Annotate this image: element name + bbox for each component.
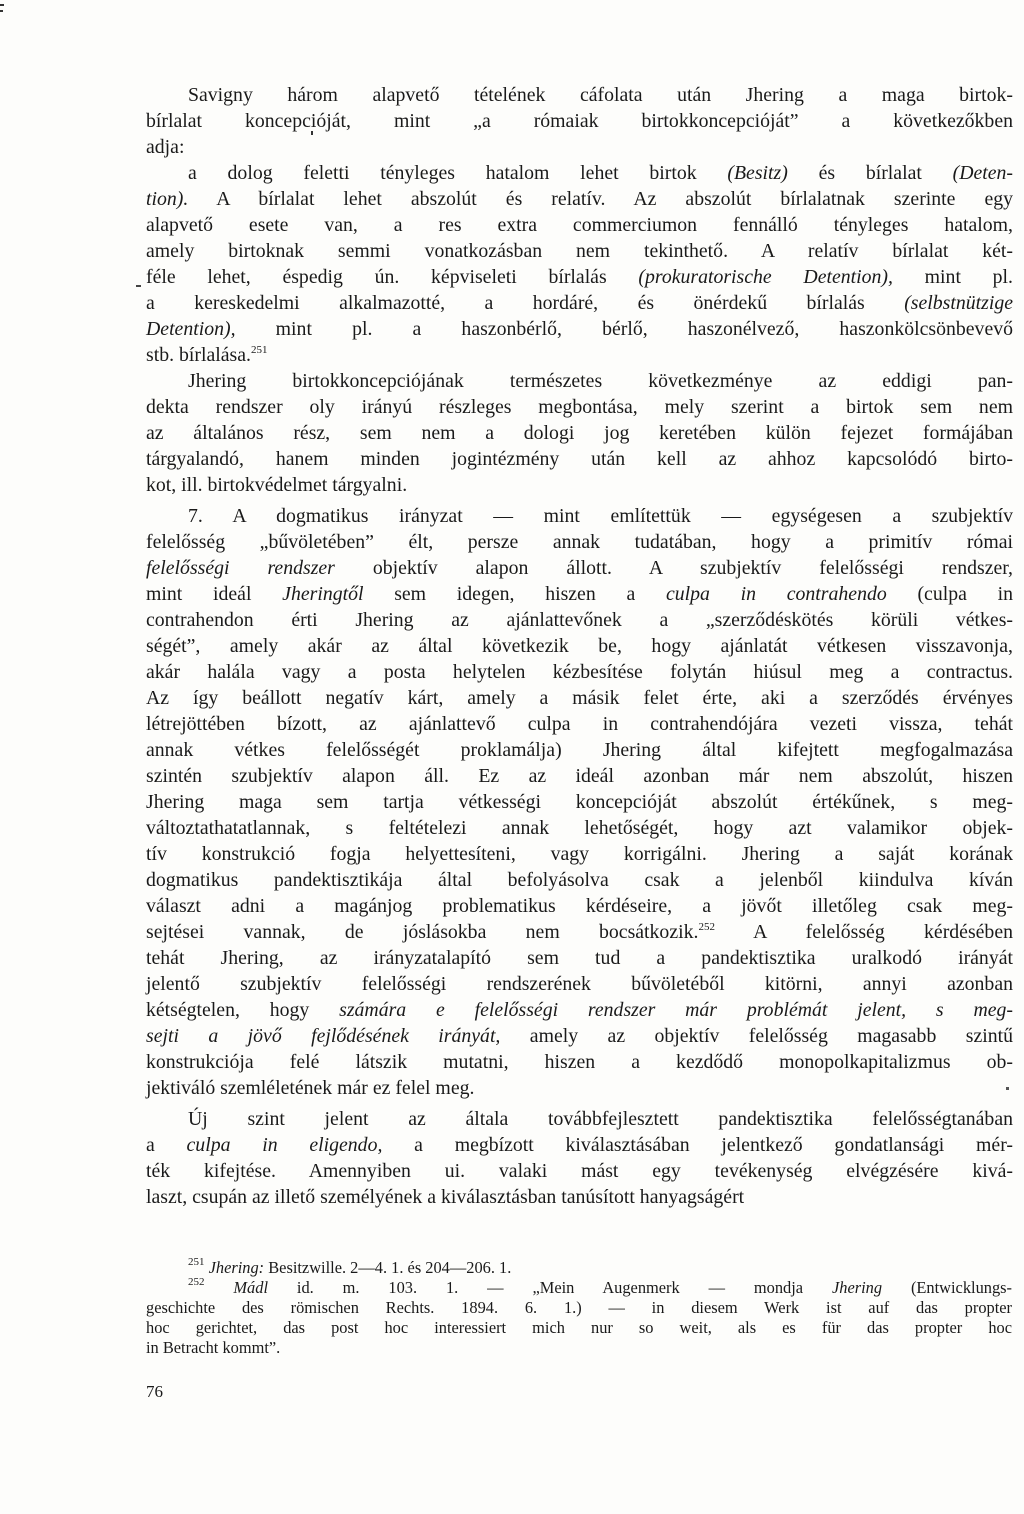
text-run: Besitzwille. 2—4. 1. és 204—206. 1. bbox=[264, 1258, 512, 1277]
footnote bbox=[146, 1278, 1016, 1358]
text-line bbox=[146, 607, 1013, 633]
text-run: Jhering maga sem tartja vétkességi koncepcióját abszolút értékűnek, s meg- bbox=[146, 791, 1013, 813]
footnote-line bbox=[146, 1258, 1012, 1278]
text-line bbox=[146, 841, 1013, 867]
text-run: (Entwicklungs- bbox=[882, 1278, 1013, 1297]
italic-run: culpa in contrahendo bbox=[665, 583, 887, 605]
text-run: a dolog feletti tényleges hatalom lehet birtok bbox=[188, 162, 728, 184]
italic-run: culpa in eligendo, bbox=[186, 1134, 383, 1156]
text-line bbox=[146, 1132, 1013, 1158]
text-run: adja: bbox=[146, 136, 185, 158]
italic-run: tion). bbox=[146, 188, 189, 210]
text-line bbox=[146, 893, 1013, 919]
text-run: tív konstrukció fogja helyettesíteni, vagy korrigálni. Jhering a saját korának bbox=[146, 843, 1013, 865]
text-run: a megbízott kiválasztásában jelentkező gondatlansági mér- bbox=[382, 1134, 1013, 1156]
text-line bbox=[146, 919, 1013, 945]
text-line bbox=[146, 763, 1013, 789]
text-run: létrejöttében bízott, az ajánlattevő culpa in contrahendójára vezeti vissza, tehát bbox=[146, 713, 1013, 735]
text-line bbox=[146, 290, 1013, 316]
italic-run: sejti a jövő fejlődésének irányát, bbox=[146, 1025, 501, 1047]
text-run: Új szint jelent az általa továbbfejlesztett pandektisztika felelősségtanában bbox=[188, 1108, 1013, 1130]
text-run: id. m. 103. 1. — „Mein Augenmerk — mondja bbox=[268, 1278, 832, 1297]
text-run: sem idegen, hiszen a bbox=[363, 583, 666, 605]
text-line bbox=[146, 472, 1013, 498]
text-run: az általános rész, sem nem a dologi jog keretében külön fejezet formájában bbox=[146, 422, 1013, 444]
text-run: stb. bírlalása. bbox=[146, 344, 251, 366]
text-run: dekta rendszer oly irányú részleges megbontása, mely szerint a birtok sem nem bbox=[146, 396, 1013, 418]
footnote bbox=[146, 1258, 1016, 1278]
text-line bbox=[146, 316, 1013, 342]
text-run: konstrukciója felé látszik mutatni, hiszen a kezdődő monopolkapitalizmus ob- bbox=[146, 1051, 1013, 1073]
text-line bbox=[146, 945, 1013, 971]
italic-run: Jhering: bbox=[208, 1258, 265, 1277]
text-run: akár halála vagy a posta helytelen kézbesítése folytán hiúsul meg a contractus. bbox=[146, 661, 1013, 683]
italic-run: (Besitz) bbox=[727, 162, 788, 184]
text-run: mint pl. a haszonbérlő, bérlő, haszonélvező, haszonkölcsönbevevő bbox=[235, 318, 1013, 340]
paragraph bbox=[146, 82, 1024, 160]
text-line bbox=[146, 659, 1013, 685]
text-run: Az így beállott negatív kárt, amely a másik felet érte, aki a szerződés érvényes bbox=[146, 687, 1013, 709]
text-run: amely az objektív felelősség magasabb szintű bbox=[500, 1025, 1013, 1047]
text-line bbox=[146, 685, 1013, 711]
text-run: féle lehet, éspedig ún. képviseleti bírlalás bbox=[146, 266, 639, 288]
footnotes bbox=[146, 1258, 1016, 1358]
footnote-ref: 252 bbox=[698, 921, 715, 933]
text-line bbox=[146, 368, 1013, 394]
text-run: változtathatatlannak, s feltételezi annak lehetőségét, hogy azt valamikor objek- bbox=[146, 817, 1013, 839]
italic-run: (selbstnützige bbox=[904, 292, 1013, 314]
text-run: objektív alapon állott. A szubjektív felelősségi rendszer, bbox=[334, 557, 1013, 579]
text-line bbox=[146, 555, 1013, 581]
paragraph bbox=[146, 1106, 1024, 1210]
text-run: A felelősség kérdésében bbox=[714, 921, 1013, 943]
body-text bbox=[146, 82, 1024, 1210]
text-run: választ adni a magánjog problematikus kérdéseire, a jövőt illetőleg csak meg- bbox=[146, 895, 1013, 917]
text-run: in Betracht kommt”. bbox=[146, 1338, 281, 1357]
italic-run: számára e felelősségi rendszer már problémát jelent, s meg- bbox=[339, 999, 1013, 1021]
italic-run: Jheringtől bbox=[282, 583, 364, 605]
text-line bbox=[146, 737, 1013, 763]
text-run: alapvető esete van, a res extra commerciumon fennálló tényleges hatalom, bbox=[146, 214, 1013, 236]
text-line bbox=[146, 420, 1013, 446]
text-run: felelősség „bűvöletében” élt, persze annak tudatában, hogy a primitív római bbox=[146, 531, 1013, 553]
page-number: 76 bbox=[146, 1382, 163, 1401]
text-run: A bírlalat lehet abszolút és relatív. Az abszolút bírlalatnak szerinte egy bbox=[188, 188, 1013, 210]
italic-run: (Deten- bbox=[952, 162, 1014, 184]
text-run: annak vétkes felelősségét proklamálja) Jhering által kifejtett megfogalmazása bbox=[146, 739, 1013, 761]
text-line bbox=[146, 815, 1013, 841]
text-run: 7. A dogmatikus irányzat — mint említettük — egységesen a szubjektív bbox=[188, 505, 1013, 527]
text-line bbox=[146, 108, 1013, 134]
text-run: contrahendon érti Jhering az ajánlattevőnek a „szerződéskötés körüli vétkes- bbox=[146, 609, 1013, 631]
text-line bbox=[146, 1184, 1013, 1210]
text-line bbox=[146, 867, 1013, 893]
text-line bbox=[146, 160, 1013, 186]
text-line bbox=[146, 186, 1013, 212]
text-line bbox=[146, 997, 1013, 1023]
footnote-line bbox=[146, 1338, 1012, 1358]
text-run: tárgyalandó, hanem minden jogintézmény után kell az ahhoz kapcsolódó birto- bbox=[146, 448, 1013, 470]
text-run: jektiváló szemléletének már ez felel meg. bbox=[146, 1077, 475, 1099]
text-run: (culpa in bbox=[886, 583, 1014, 605]
text-line bbox=[146, 394, 1013, 420]
text-run: Savigny három alapvető tételének cáfolata után Jhering a maga birtok- bbox=[188, 84, 1013, 106]
text-line bbox=[146, 134, 1013, 160]
italic-run: Mádl bbox=[233, 1278, 269, 1297]
text-run: a bbox=[146, 1134, 187, 1156]
text-run: szintén szubjektív alapon áll. Ez az ideál azonban már nem abszolút, hiszen bbox=[146, 765, 1013, 787]
text-run: mint ideál bbox=[146, 583, 283, 605]
text-line bbox=[146, 1106, 1013, 1132]
paragraph bbox=[146, 368, 1024, 498]
text-run: amely birtoknak semmi vonatkozásban nem tekinthető. A relatív bírlalat két- bbox=[146, 240, 1013, 262]
text-line bbox=[146, 711, 1013, 737]
text-run: dogmatikus pandektisztikája által befolyásolva csak a jelenből kiindulva kíván bbox=[146, 869, 1013, 891]
text-line bbox=[146, 633, 1013, 659]
text-run: Jhering birtokkoncepciójának természetes következménye az eddigi pan- bbox=[188, 370, 1013, 392]
text-run: ségét”, amely akár az által következik be, hogy ajánlatát vétkesen visszavonja, bbox=[146, 635, 1013, 657]
text-line bbox=[146, 1023, 1013, 1049]
text-run: és bírlalat bbox=[787, 162, 953, 184]
text-line bbox=[146, 446, 1013, 472]
text-line bbox=[146, 82, 1013, 108]
text-run: a kereskedelmi alkalmazotté, a hordáré, és önérdekű bírlalás bbox=[146, 292, 905, 314]
text-run: mint pl. bbox=[892, 266, 1013, 288]
text-run: bírlalat koncepcióját, mint „a rómaiak birtokkoncepcióját” a következőkben bbox=[146, 110, 1013, 132]
text-run bbox=[205, 1278, 234, 1297]
footnote-ref: 252 bbox=[188, 1276, 205, 1288]
text-line bbox=[146, 342, 1013, 368]
text-line bbox=[146, 1049, 1013, 1075]
text-line bbox=[146, 789, 1013, 815]
text-line bbox=[146, 238, 1013, 264]
text-run: sejtései vannak, de jóslásokba nem bocsátkozik. bbox=[146, 921, 699, 943]
text-line bbox=[146, 971, 1013, 997]
text-line bbox=[146, 503, 1013, 529]
text-run: laszt, csupán az illető személyének a kiválasztásban tanúsított hanyagságért bbox=[146, 1186, 745, 1208]
text-run: kot, ill. birtokvédelmet tárgyalni. bbox=[146, 474, 408, 496]
text-line bbox=[146, 212, 1013, 238]
text-run: jelentő szubjektív felelősségi rendszerének bűvöletéből kitörni, annyi azonban bbox=[146, 973, 1013, 995]
footnote-ref: 251 bbox=[188, 1256, 205, 1268]
paragraph bbox=[146, 160, 1024, 368]
italic-run: (prokuratorische Detention), bbox=[638, 266, 893, 288]
italic-run: Detention), bbox=[146, 318, 236, 340]
text-line bbox=[146, 1158, 1013, 1184]
footnote-line bbox=[146, 1318, 1012, 1338]
text-run: tehát Jhering, az irányzatalapító sem tud a pandektisztika uralkodó irányát bbox=[146, 947, 1013, 969]
text-line bbox=[146, 1075, 1013, 1101]
italic-run: Jhering bbox=[831, 1278, 883, 1297]
italic-run: felelősségi rendszer bbox=[146, 557, 335, 579]
text-run: hoc gerichtet, das post hoc interessiert mich nur so weit, als es für das propter hoc bbox=[146, 1318, 1012, 1337]
text-run: ték kifejtése. Amennyiben ui. valaki mást egy tevékenység elvégzésére kivá- bbox=[146, 1160, 1013, 1182]
paragraph bbox=[146, 503, 1024, 1101]
text-run: geschichte des römischen Rechts. 1894. 6. 1.) — in diesem Werk ist auf das propter bbox=[146, 1298, 1012, 1317]
footnote-ref: 251 bbox=[250, 344, 268, 356]
text-line bbox=[146, 529, 1013, 555]
text-line bbox=[146, 264, 1013, 290]
text-run: kétségtelen, hogy bbox=[146, 999, 340, 1021]
footnote-line bbox=[146, 1278, 1012, 1298]
text-line bbox=[146, 581, 1013, 607]
footnote-line bbox=[146, 1298, 1012, 1318]
